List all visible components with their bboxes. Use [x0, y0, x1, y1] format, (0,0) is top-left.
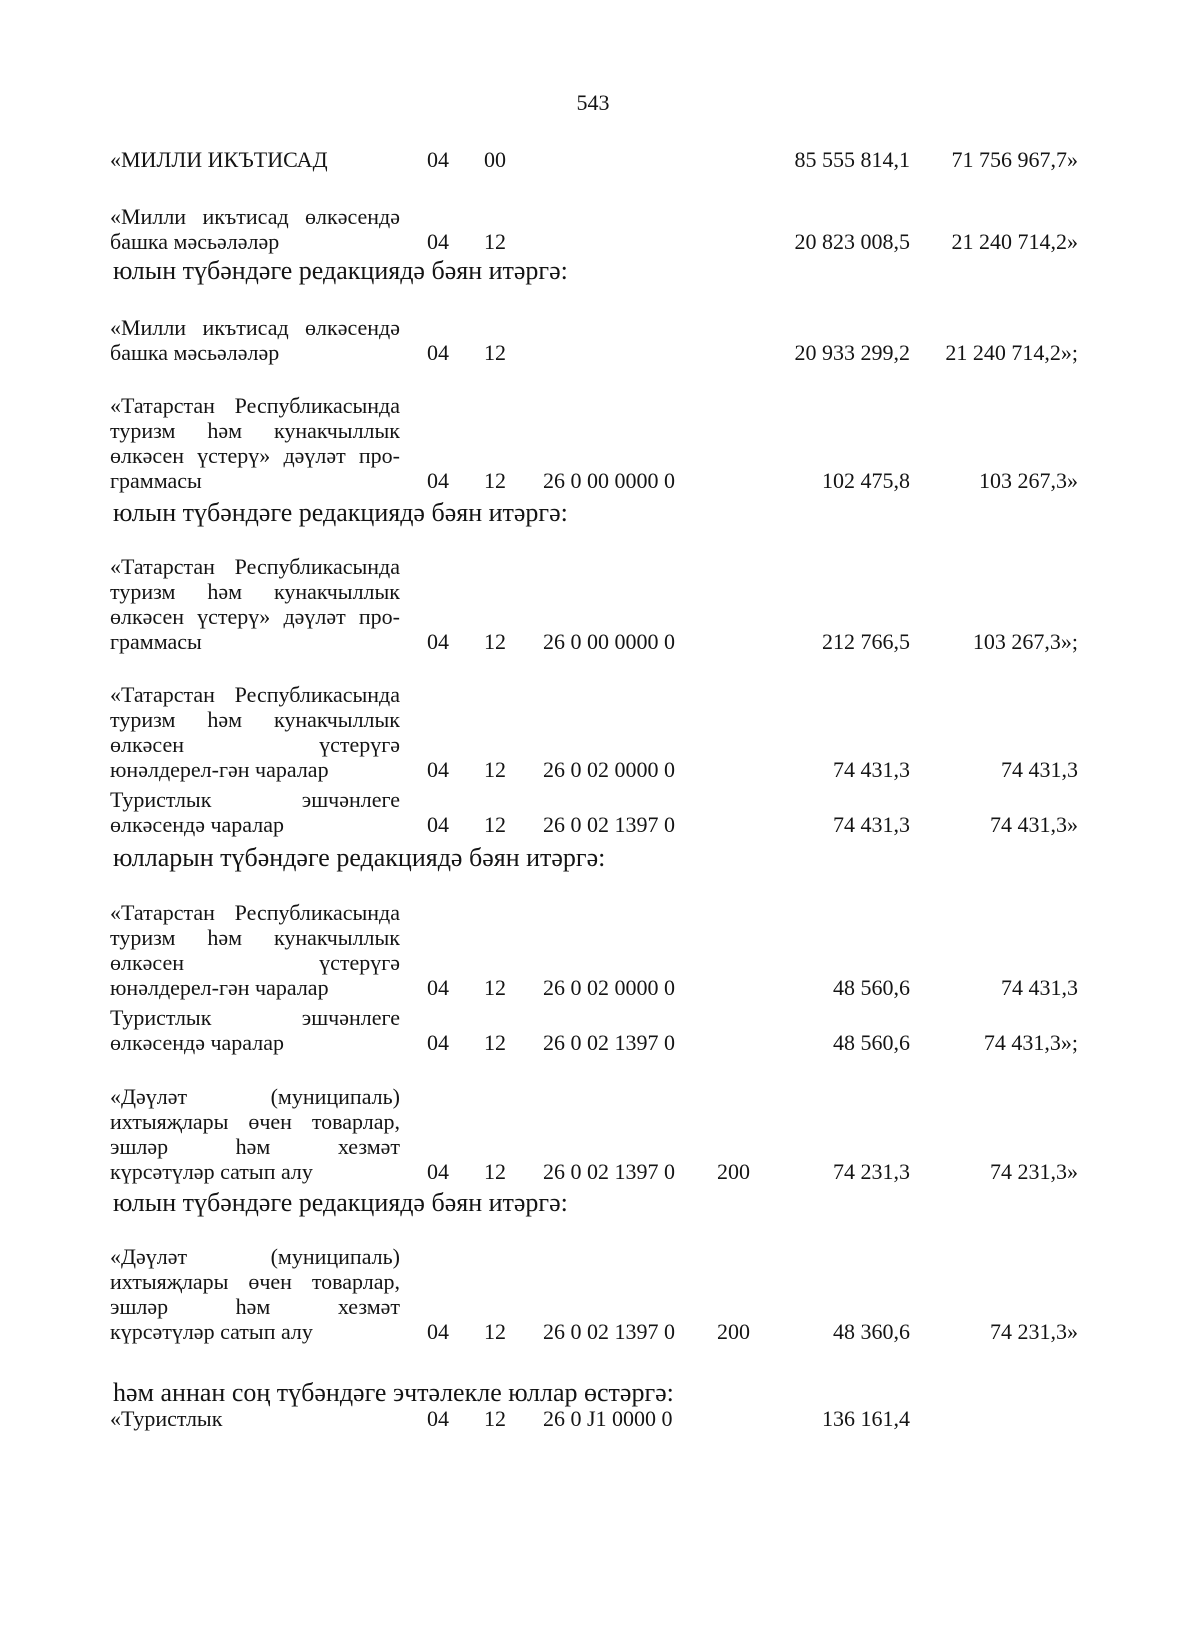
amount-second: 74 431,3»;: [983, 1030, 1078, 1055]
description-line: граммасы: [110, 629, 202, 654]
subsection-code: 12: [484, 1159, 506, 1184]
target-item-code: 26 0 00 0000 0: [543, 629, 675, 654]
amount-first: 20 823 008,5: [794, 229, 910, 254]
description-line: «МИЛЛИ ИКЪТИСАД: [110, 147, 328, 172]
target-item-code: 26 0 02 1397 0: [543, 1030, 675, 1055]
description-line: «Милли икътисад өлкәсендә: [110, 315, 400, 340]
description-line: «Татарстан Республикасында: [110, 682, 400, 707]
table-row: [0, 554, 1200, 654]
row-description: [110, 787, 400, 837]
section-code: 04: [427, 1159, 449, 1184]
row-description: [110, 1244, 400, 1344]
description-line: туризм һәм кунакчыллык: [110, 707, 400, 732]
description-line: «Татарстан Республикасында: [110, 900, 400, 925]
table-row: [0, 1406, 1200, 1506]
description-line: юнәлдерел-гән чаралар: [110, 757, 329, 782]
amount-second: 74 231,3»: [990, 1159, 1078, 1184]
page-number: 543: [576, 90, 610, 115]
description-line: ихтыяҗлары өчен товарлар,: [110, 1109, 400, 1134]
description-line: «Милли икътисад өлкәсендә: [110, 204, 400, 229]
amount-second: 74 431,3»: [990, 812, 1078, 837]
amount-second: 74 231,3»: [990, 1319, 1078, 1344]
description-line: «Татарстан Республикасында: [110, 393, 400, 418]
section-code: 04: [427, 229, 449, 254]
table-row: [0, 900, 1200, 1000]
amount-first: 48 360,6: [833, 1319, 910, 1344]
description-line: «Татарстан Республикасында: [110, 554, 400, 579]
row-description: [110, 900, 400, 1000]
amount-first: 74 431,3: [833, 812, 910, 837]
subsection-code: 12: [484, 340, 506, 365]
subsection-code: 12: [484, 1030, 506, 1055]
amount-second: 103 267,3»;: [972, 629, 1078, 654]
expense-type-code: 200: [717, 1319, 750, 1344]
description-line: өлкәсен үстерүгә: [110, 950, 400, 975]
target-item-code: 26 0 02 1397 0: [543, 1319, 675, 1344]
amount-first: 102 475,8: [822, 468, 910, 493]
target-item-code: 26 0 02 1397 0: [543, 812, 675, 837]
amount-first: 48 560,6: [833, 1030, 910, 1055]
description-line: эшләр һәм хезмәт: [110, 1294, 400, 1319]
section-code: 04: [427, 147, 449, 172]
amount-second: 21 240 714,2»: [951, 229, 1078, 254]
subsection-code: 12: [484, 629, 506, 654]
row-description: [110, 1005, 400, 1055]
description-line: өлкәсен үстерүгә: [110, 732, 400, 757]
section-code: 04: [427, 1030, 449, 1055]
amount-second: 74 431,3: [1001, 975, 1078, 1000]
section-code: 04: [427, 1406, 449, 1431]
expense-type-code: 200: [717, 1159, 750, 1184]
target-item-code: 26 0 00 0000 0: [543, 468, 675, 493]
description-line: башка мәсьәләләр: [110, 340, 280, 365]
section-code: 04: [427, 1319, 449, 1344]
description-line: күрсәтүләр сатып алу: [110, 1319, 313, 1344]
amount-second: 74 431,3: [1001, 757, 1078, 782]
subsection-code: 00: [484, 147, 506, 172]
row-description: [110, 147, 400, 172]
row-description: [110, 204, 400, 254]
table-row: [0, 393, 1200, 493]
row-description: [110, 554, 400, 654]
section-code: 04: [427, 757, 449, 782]
description-line: өлкәсен үстерү» дәүләт про-: [110, 604, 400, 629]
subsection-code: 12: [484, 1319, 506, 1344]
description-line: күрсәтүләр сатып алу: [110, 1159, 313, 1184]
description-line: «Дәүләт (муниципаль): [110, 1244, 400, 1269]
subsection-code: 12: [484, 468, 506, 493]
description-line: өлкәсен үстерү» дәүләт про-: [110, 443, 400, 468]
description-line: «Туристлык: [110, 1406, 223, 1431]
section-code: 04: [427, 629, 449, 654]
row-description: [110, 393, 400, 493]
instruction-text: һәм аннан соң түбәндәге эчтәлекле юллар өстәргә:: [113, 1378, 674, 1407]
instruction-text: юлын түбәндәге редакциядә бәян итәргә:: [113, 498, 568, 527]
target-item-code: 26 0 J1 0000 0: [543, 1406, 673, 1431]
description-line: «Дәүләт (муниципаль): [110, 1084, 400, 1109]
amount-first: 20 933 299,2: [794, 340, 910, 365]
amount-first: 212 766,5: [822, 629, 910, 654]
row-description: [110, 682, 400, 782]
amount-first: 136 161,4: [822, 1406, 910, 1431]
amount-second: 71 756 967,7»: [951, 147, 1078, 172]
description-line: Туристлык эшчәнлеге: [110, 1005, 400, 1030]
section-code: 04: [427, 812, 449, 837]
description-line: эшләр һәм хезмәт: [110, 1134, 400, 1159]
table-row: [0, 1084, 1200, 1184]
target-item-code: 26 0 02 0000 0: [543, 975, 675, 1000]
description-line: өлкәсендә чаралар: [110, 1030, 284, 1055]
table-row: [0, 682, 1200, 782]
row-description: [110, 1406, 400, 1431]
instruction-text: юлларын түбәндәге редакциядә бәян итәргә:: [113, 843, 606, 872]
amount-second: 21 240 714,2»;: [945, 340, 1078, 365]
description-line: граммасы: [110, 468, 202, 493]
instruction-text: юлын түбәндәге редакциядә бәян итәргә:: [113, 256, 568, 285]
subsection-code: 12: [484, 1406, 506, 1431]
row-description: [110, 315, 400, 365]
amount-second: 103 267,3»: [979, 468, 1078, 493]
subsection-code: 12: [484, 975, 506, 1000]
target-item-code: 26 0 02 1397 0: [543, 1159, 675, 1184]
row-description: [110, 1084, 400, 1184]
instruction-text: юлын түбәндәге редакциядә бәян итәргә:: [113, 1188, 568, 1217]
description-line: Туристлык эшчәнлеге: [110, 787, 400, 812]
description-line: туризм һәм кунакчыллык: [110, 418, 400, 443]
description-line: башка мәсьәләләр: [110, 229, 280, 254]
table-row: [0, 204, 1200, 304]
description-line: ихтыяҗлары өчен товарлар,: [110, 1269, 400, 1294]
amount-first: 74 231,3: [833, 1159, 910, 1184]
description-line: туризм һәм кунакчыллык: [110, 925, 400, 950]
section-code: 04: [427, 975, 449, 1000]
subsection-code: 12: [484, 812, 506, 837]
section-code: 04: [427, 340, 449, 365]
description-line: өлкәсендә чаралар: [110, 812, 284, 837]
description-line: туризм һәм кунакчыллык: [110, 579, 400, 604]
amount-first: 74 431,3: [833, 757, 910, 782]
amount-first: 85 555 814,1: [794, 147, 910, 172]
subsection-code: 12: [484, 229, 506, 254]
subsection-code: 12: [484, 757, 506, 782]
target-item-code: 26 0 02 0000 0: [543, 757, 675, 782]
description-line: юнәлдерел-гән чаралар: [110, 975, 329, 1000]
section-code: 04: [427, 468, 449, 493]
table-row: [0, 1244, 1200, 1344]
amount-first: 48 560,6: [833, 975, 910, 1000]
